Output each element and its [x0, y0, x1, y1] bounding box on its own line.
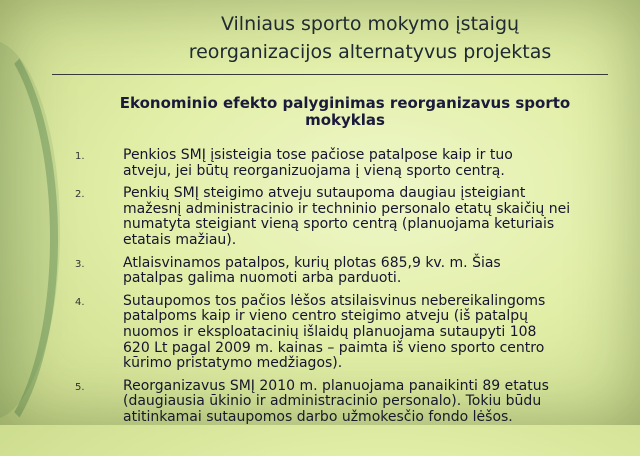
list-item [75, 186, 615, 248]
slide-subtitle: Ekonominio efekto palyginimas reorganizavus sporto mokyklas [119, 94, 571, 129]
list-item-text: Reorganizavus SMĮ 2010 m. planuojama panaikinti 89 etatus (daugiausia ūkinio ir administracinio personalo). Tokiu būdu atitinkamai sutaupomos darbo užmokesčio fondo lėšos. [123, 377, 549, 425]
list-item-number: 5. [75, 381, 85, 393]
list-item [75, 148, 615, 179]
list-item [75, 256, 615, 287]
list-item-number: 1. [75, 151, 85, 162]
slide-title [150, 10, 590, 66]
list-item-text: Sutaupomos tos pačios lėšos atsilaisvinus nebereikalingoms patalpoms kaip ir vieno centro steigimo atveju (iš patalpų nuomos ir eksploatacinių išlaidų planuojama sutaupyti 108 620 Lt pagal 2009 m. kainas – paimta iš vieno sporto centro kūrimo pristatymo medžiagos). [123, 292, 546, 372]
slide-title-line-2: reorganizacijos alternatyvus projektas [188, 41, 552, 63]
list-item-number: 3. [75, 258, 85, 270]
list-item [75, 294, 615, 372]
decorative-arc [0, 20, 58, 456]
title-divider [52, 74, 608, 75]
list-item [75, 379, 615, 426]
numbered-list [75, 148, 615, 433]
list-item-number: 2. [75, 189, 85, 201]
list-item-number: 4. [75, 296, 85, 308]
list-item-text: Penkios SMĮ įsisteigia tose pačiose patalpose kaip ir tuo atveju, jei būtų reorganizuojama į vieną sporto centrą. [123, 147, 513, 179]
list-item-text: Penkių SMĮ steigimo atveju sutaupoma daugiau įsteigiant mažesnį administracinio ir techninio personalo etatų skaičių nei numatyta steigiant vieną sporto centrą (planuojama keturiais etatais mažiau). [123, 185, 571, 248]
slide-title-line-1: Vilniaus sporto mokymo įstaigų [220, 13, 520, 35]
list-item-text: Atlaisvinamos patalpos, kurių plotas 685,9 kv. m. Šias patalpas galima nuomoti arba parduoti. [123, 254, 501, 287]
